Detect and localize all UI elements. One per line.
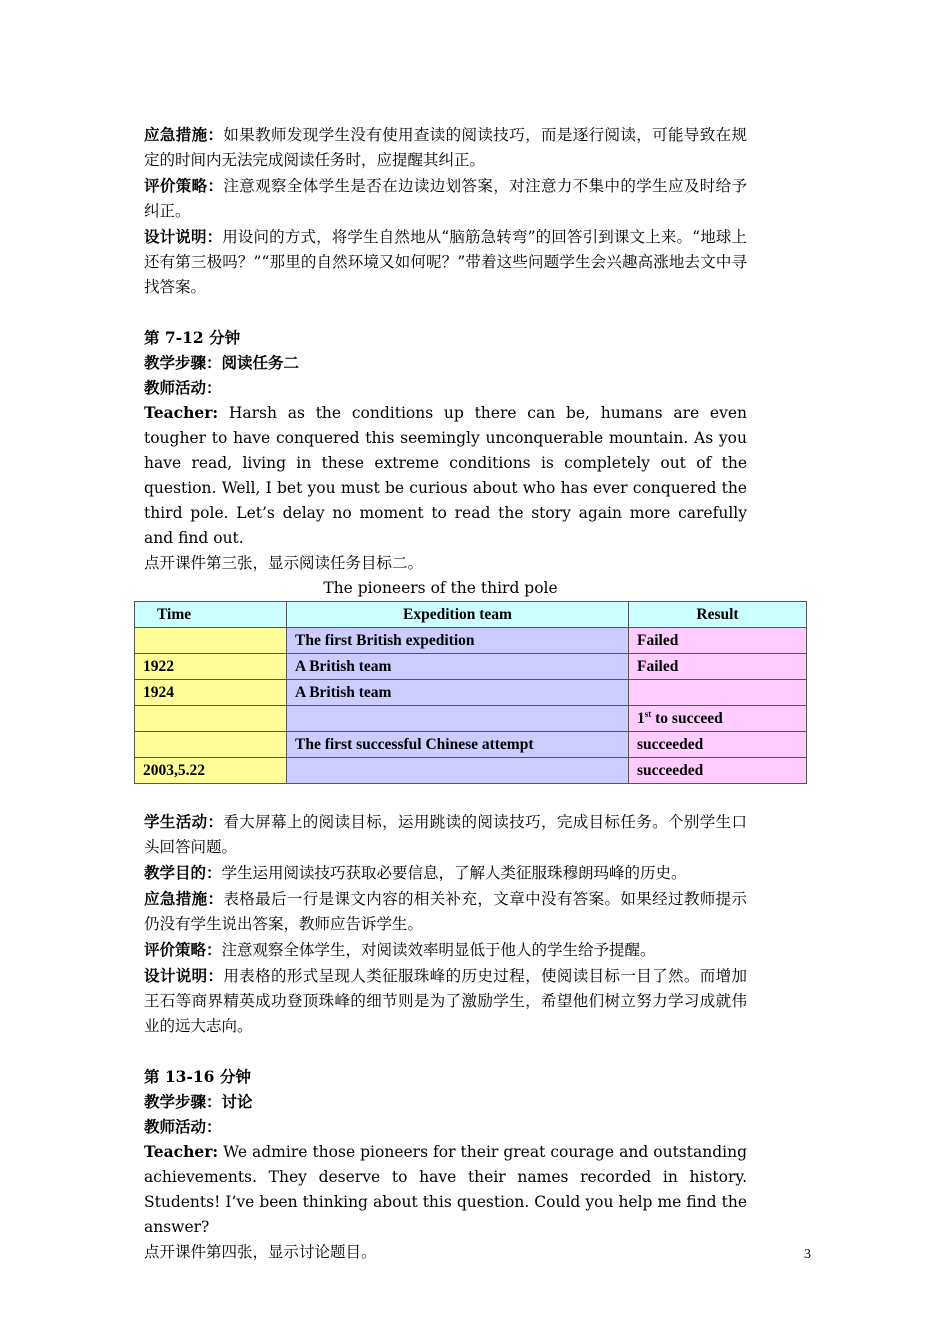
table-row: 1922 A British team Failed xyxy=(135,654,807,680)
section-time: 第 13-16 分钟 xyxy=(144,1067,251,1086)
emergency-measures-paragraph: 应急措施：表格最后一行是课文内容的相关补充，文章中没有答案。如果经过教师提示仍没有学生说出答案，教师应告诉学生。 xyxy=(144,889,747,933)
label: 评价策略： xyxy=(144,176,224,195)
courseware-instruction: 点开课件第四张，显示讨论题目。 xyxy=(144,1243,377,1261)
table-row: 2003,5.22 succeeded xyxy=(135,758,807,784)
section-step: 教学步骤：阅读任务二 xyxy=(144,353,300,372)
section-time: 第 7-12 分钟 xyxy=(144,328,241,347)
label: 应急措施： xyxy=(144,125,224,144)
result-cell: 1st to succeed xyxy=(629,706,807,732)
emergency-measures-paragraph: 应急措施：如果教师发现学生没有使用查读的阅读技巧，而是逐行阅读，可能导致在规定的时间内无法完成阅读任务时，应提醒其纠正。 xyxy=(144,125,747,169)
table-caption: The pioneers of the third pole xyxy=(323,579,558,597)
section-step: 教学步骤：讨论 xyxy=(144,1092,253,1111)
courseware-instruction: 点开课件第三张，显示阅读任务目标二。 xyxy=(144,554,424,572)
label: 设计说明： xyxy=(144,227,223,246)
teacher-speech: Teacher: We admire those pioneers for their great courage and outstanding achievements. They deserve to have their names recorded in history. Students! I’ve been thinking about this question. Could you help me find the answer? xyxy=(144,1142,747,1236)
teaching-objective-paragraph: 教学目的：学生运用阅读技巧获取必要信息，了解人类征服珠穆朗玛峰的历史。 xyxy=(144,863,687,882)
table-row: 1924 A British team xyxy=(135,680,807,706)
page-number: 3 xyxy=(804,1247,811,1262)
table-header-row xyxy=(135,602,807,628)
pioneers-table xyxy=(134,601,807,784)
teacher-activity-heading: 教师活动： xyxy=(144,1117,222,1136)
table-row: The first successful Chinese attempt succeeded xyxy=(135,732,807,758)
teacher-activity-heading: 教师活动： xyxy=(144,378,222,397)
table-row xyxy=(135,706,807,732)
student-activity-paragraph: 学生活动：看大屏幕上的阅读目标，运用跳读的阅读技巧，完成目标任务。个别学生口头回答问题。 xyxy=(144,812,747,856)
design-notes-paragraph: 设计说明：用设问的方式，将学生自然地从“脑筋急转弯”的回答引到课文上来。“地球上还有第三极吗？”“那里的自然环境又如何呢？”带着这些问题学生会兴趣高涨地去文中寻找答案。 xyxy=(144,227,747,296)
header-result: Result xyxy=(629,602,807,628)
evaluation-strategy-paragraph: 评价策略：注意观察全体学生是否在边读边划答案，对注意力不集中的学生应及时给予纠正。 xyxy=(144,176,747,220)
teacher-speech: Teacher: Harsh as the conditions up there can be, humans are even tougher to have conquered this seemingly unconquerable mountain. As you have read, living in these extreme conditions is completely out of the question. Well, I bet you must be curious about who has ever conquered the third pole. Let’s delay no moment to read the story again more carefully and find out. xyxy=(144,403,747,547)
design-notes-paragraph: 设计说明：用表格的形式呈现人类征服珠峰的历史过程，使阅读目标一目了然。而增加王石等商界精英成功登顶珠峰的细节则是为了激励学生，希望他们树立努力学习成就伟业的远大志向。 xyxy=(144,966,747,1035)
header-time: Time xyxy=(135,602,287,628)
header-team: Expedition team xyxy=(287,602,629,628)
table-row: The first British expedition Failed xyxy=(135,628,807,654)
evaluation-strategy-paragraph: 评价策略：注意观察全体学生，对阅读效率明显低于他人的学生给予提醒。 xyxy=(144,940,656,959)
page-content xyxy=(144,122,747,1265)
